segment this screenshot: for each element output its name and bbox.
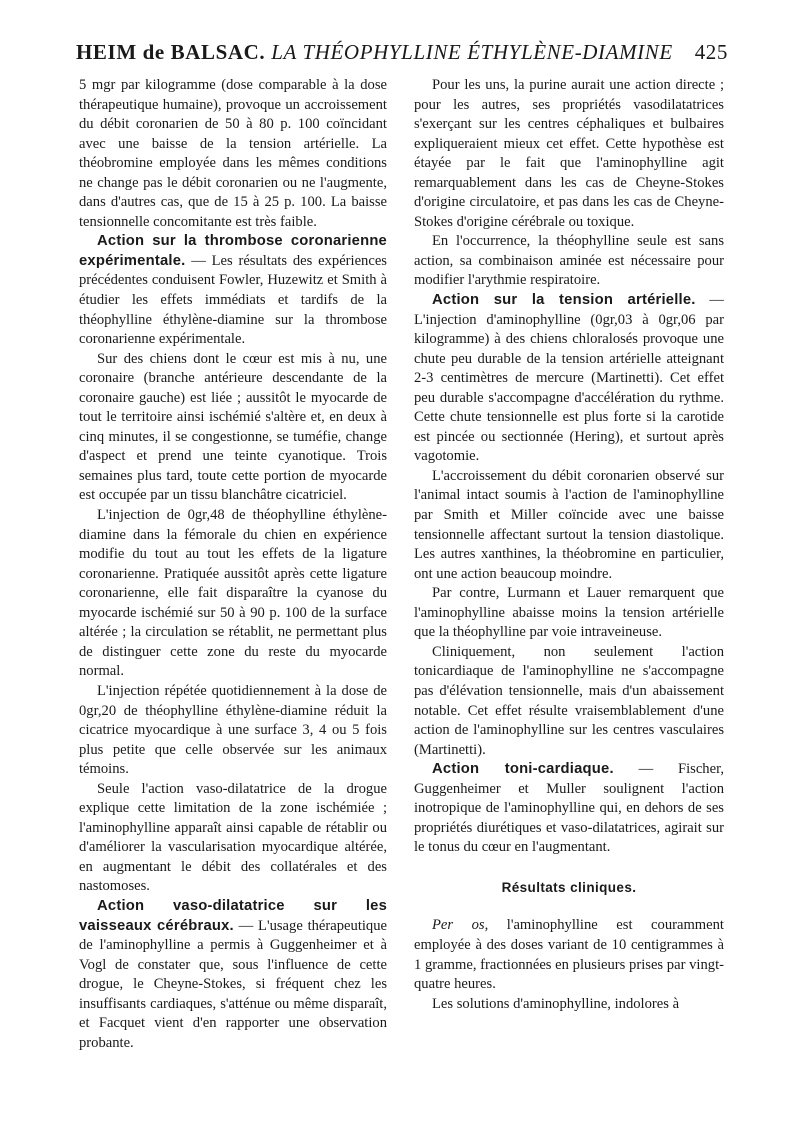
latin-phrase: Per os, [432,917,489,934]
paragraph-with-heading [414,291,724,467]
left-column [79,76,387,1053]
paragraph: Cliniquement, non seulement l'action tonicardiaque de l'aminophylline ne s'accompagne pas d'élévation tensionnelle, mais d'un abaissement notable. Cet effet résulte vraisemblablement d'une action de l'aminophylline sur les centres vasculaires (Martinetti). [414,643,724,758]
paragraph-text: — Les résultats des expériences précédentes conduisent Fowler, Huzewitz et Smith à étudier les effets immédiats et tardifs de la théophylline éthylène-diamine sur la thrombose coronarienne expérimentale. [79,252,387,348]
section-subheading: Action toni-cardiaque. [432,761,614,778]
paragraph: Seule l'action vaso-dilatatrice de la drogue explique cette limitation de la zone ischémiée ; l'aminophylline apparaît ainsi capable de rétablir ou d'améliorer la vascularisation myocardique altérée, en augmentant le débit des collatérales et des nastomoses. [79,780,387,895]
paragraph-with-heading [79,897,387,1053]
paragraph: Par contre, Lurmann et Lauer remarquent que l'aminophylline abaisse moins la tension artérielle que la théophylline par voie intraveineuse. [414,585,724,641]
paragraph: Pour les uns, la purine aurait une action directe ; pour les autres, ses propriétés vasodilatatrices s'exerçant sur les centres céphaliques et bulbaires expliqueraient mieux cet effet. Cette hypothèse est étayée par le fait que l'aminophylline agit remarquablement dans les cas de Cheyne-Stokes d'origine circulatoire, et pas dans les cas de Cheyne-Stokes d'origine cérébrale ou toxique. [414,77,724,230]
page-number: 425 [694,40,728,64]
paragraph: L'injection répétée quotidiennement à la dose de 0gr,20 de théophylline éthylène-diamine réduit la cicatrice myocardique à une surface 3, 4 ou 5 fois plus petite que celle observée sur les animaux témoins. [79,682,387,778]
paragraph-text: — Fischer, Guggenheimer et Muller soulignent l'action inotropique de l'aminophylline qui, en dehors de ses propriétés diurétiques et vaso-dilatatrices, agirait sur le tonus du cœur en l'augmentant. [414,761,724,856]
paragraph-text: l'aminophylline est couramment employée à des doses variant de 10 centigrammes à 1 gramme, fractionnées en plusieurs prises par vingt-quatre heures. [414,917,724,993]
paragraph: L'accroissement du débit coronarien observé sur l'animal intact soumis à l'action de l'aminophylline par Smith et Miller coïncide avec une baisse tensionnelle affectant surtout la tension diastolique. Les autres xanthines, la théobromine en particulier, ont une action beaucoup moindre. [414,467,724,582]
header-title: LA THÉOPHYLLINE ÉTHYLÈNE-DIAMINE [271,40,673,64]
header-author: HEIM de BALSAC. [76,40,266,64]
section-subheading: Action sur la tension artérielle. [432,292,696,309]
running-header [76,40,728,70]
paragraph-with-heading [79,232,387,349]
paragraph [414,916,724,994]
paragraph-text: — L'injection d'aminophylline (0gr,03 à 0gr,06 par kilogramme) à des chiens chloralosés provoque une chute peu durable de la tension artérielle atteignant 2-3 centimètres de mercure (Martinetti). Cet effet peu durable s'accompagne d'accélération du rythme. Cette chute tensionnelle est plus forte si la carotide est pincée ou sectionnée (Hering), et surtout après vagotomie. [414,292,724,465]
paragraph: En l'occurrence, la théophylline seule est sans action, sa combinaison aminée est nécessaire pour modifier l'arythmie respiratoire. [414,233,724,289]
section-heading: Résultats cliniques. [501,879,637,895]
paragraph: Sur des chiens dont le cœur est mis à nu, une coronaire (branche antérieure descendante de la coronaire gauche) est liée ; aussitôt le myocarde de tout le territoire ainsi ischémié s'altère et, en deux à cinq minutes, il se congestionne, se tuméfie, change d'aspect et prend une teinte cyanotique. Trois semaines plus tard, toute cette portion de myocarde est occupée par un tissu blanchâtre cicatriciel. [79,350,387,504]
section-subheading: Action vaso-dilatatrice sur les vaisseaux cérébraux. [79,897,387,934]
paragraph: Les solutions d'aminophylline, indolores à [432,995,680,1012]
section-subheading: Action sur la thrombose coronarienne expérimentale. [79,233,387,269]
paragraph: 5 mgr par kilogramme (dose comparable à la dose thérapeutique humaine), provoque un accroissement du débit coronarien de 50 à 80 p. 100 coïncidant avec une baisse de la tension artérielle. La théobromine employée dans les mêmes conditions ne change pas le débit coronarien ou ne l'augmente, dans d'autres cas, que de 15 à 25 p. 100. La baisse tensionnelle concomitante est très faible. [79,77,387,230]
paragraph-with-heading [414,760,724,858]
paragraph-text: — L'usage thérapeutique de l'aminophylline a permis à Guggenheimer et à Vogl de constater que, sous l'influence de cette drogue, le Cheyne-Stokes, si fréquent chez les insuffisants cardiaques, s'atténue ou même disparaît, et Facquet vient d'en rapporter une observation probante. [79,917,387,1051]
paragraph: L'injection de 0gr,48 de théophylline éthylène-diamine dans la fémorale du chien en expérience modifie du tout au tout les effets de la ligature coronarienne. Pratiquée aussitôt après cette ligature coronarienne, elle fait disparaître la cyanose du myocarde ischémié sur 50 à 90 p. 100 de la surface altérée ; la circulation se rétablit, ne permettant plus de distinguer cette zone du reste du myocarde normal. [79,507,387,680]
right-column [414,76,724,1014]
